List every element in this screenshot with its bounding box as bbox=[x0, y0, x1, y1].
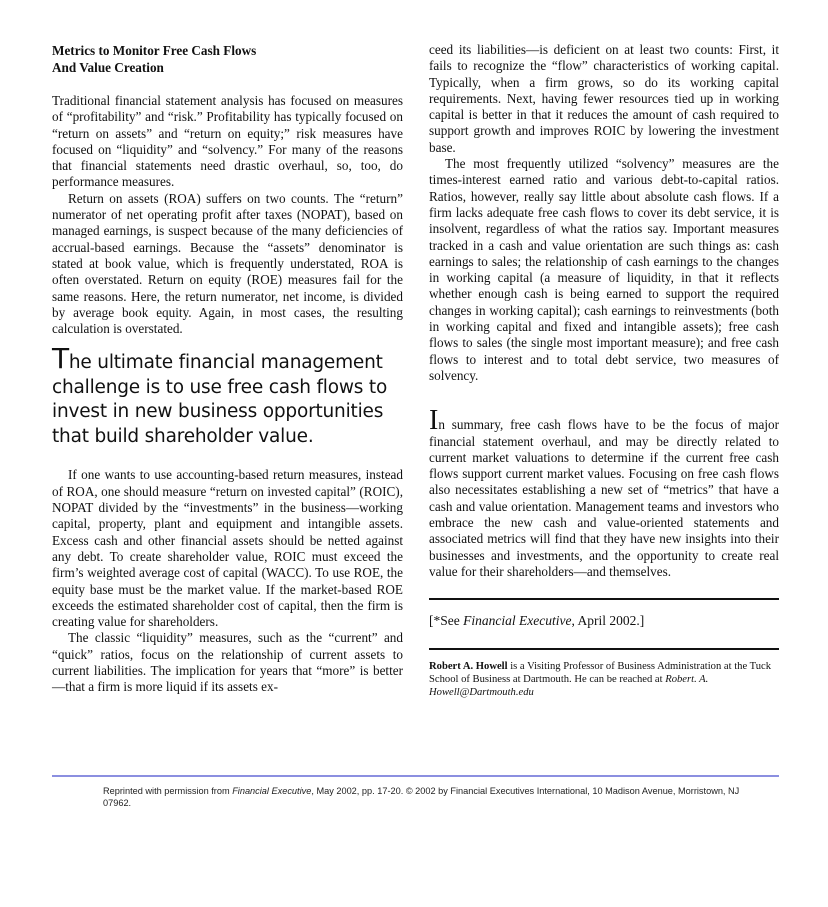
paragraph-liquidity: The classic “liquidity” measures, such as the “current” and “quick” ratios, focus on the relationship of current assets to current liabilities. The implication for years that “more” is better—that a firm is more liquid if its assets ex- bbox=[52, 630, 403, 695]
paragraph-traditional-analysis: Traditional financial statement analysis has focused on measures of “profitability” and “risk.” Profitability has typically focused on “return on assets” and “return on equity;” risk measures have focused on “liquidity” and “solvency.” For many of the reasons that financial statements need drastic overhaul, so, too, do performance measures. bbox=[52, 93, 403, 190]
pull-quote-text: he ultimate financial management challenge is to use free cash flows to invest in new business opportunities that build shareholder value. bbox=[52, 352, 388, 447]
divider-bottom bbox=[429, 648, 779, 650]
reprint-suffix: , May 2002, pp. 17-20. © 2002 by Financial Executives International, 10 Madison Avenue, Morristown, NJ 07962. bbox=[103, 786, 740, 808]
pull-quote-initial: T bbox=[52, 342, 69, 376]
author-bio-text: is a Visiting Professor of Business Administration at the Tuck School of Business at Dartmouth. He can be reached at bbox=[429, 660, 771, 685]
paragraph-summary bbox=[429, 405, 779, 580]
author-email: Robert. A. Howell@Dartmouth.edu bbox=[429, 673, 709, 698]
divider-top bbox=[429, 598, 779, 600]
reprint-publication: Financial Executive bbox=[232, 786, 312, 796]
see-suffix: , April 2002.] bbox=[571, 613, 645, 629]
footer-rule bbox=[52, 775, 779, 777]
paragraph-roa: Return on assets (ROA) suffers on two counts. The “return” numerator of net operating profit after taxes (NOPAT), based on managed earnings, is suspect because of the many deficiencies of accrual-based earnings. Because the “assets” denominator is stated at book value, which is frequently understated, ROA is often overstated. Return on equity (ROE) measures fail for the same reasons. Here, the return numerator, net income, is divided by average book equity. Again, in most cases, the resulting calculation is overstated. bbox=[52, 190, 403, 337]
heading-line-1: Metrics to Monitor Free Cash Flows bbox=[52, 43, 257, 58]
right-column bbox=[429, 42, 779, 699]
paragraph-roic: If one wants to use accounting-based return measures, instead of ROA, one should measure “return on invested capital” (ROIC), NOPAT divided by the “investments” in the business—working capital, property, plant and equipment and intangible assets. Excess cash and other financial assets should be netted against any debt. To create shareholder value, ROIC must exceed the firm’s weighted average cost of capital (WACC). To use ROE, the equity base must be the market value. If the market-based ROE exceeds the estimated shareholder cost of capital, then the firm is creating value for shareholders. bbox=[52, 467, 403, 630]
left-column bbox=[52, 42, 403, 696]
reprint-prefix: Reprinted with permission from bbox=[103, 786, 233, 796]
heading-line-2: And Value Creation bbox=[52, 60, 164, 75]
see-note bbox=[429, 613, 779, 629]
see-prefix: [*See bbox=[429, 613, 464, 629]
summary-text: n summary, free cash flows have to be the focus of major financial statement overhaul, and may be directly related to current market valuations to determine if the current free cash flows support current market values. Focusing on free cash flows also necessitates establishing a new set of “metrics” that have a cash and value orientation. Management teams and investors who embrace the new cash and value-oriented statements and associated metrics will find that they have new insights into their businesses and investments, and the opportunity to create real value for their shareholders—and themselves. bbox=[429, 417, 779, 579]
paragraph-working-capital: ceed its liabilities—is deficient on at least two counts: First, it fails to recognize the “flow” characteristics of working capital. Typically, when a firm grows, so do its working capital requirements. Next, having fewer resources tied up in working capital is better in that it reduces the amount of cash required to support growth and improves ROIC by lowering the investment base. bbox=[429, 42, 779, 155]
section-heading bbox=[52, 42, 403, 76]
reprint-notice bbox=[103, 785, 753, 809]
author-name: Robert A. Howell bbox=[429, 660, 508, 672]
author-bio bbox=[429, 660, 779, 700]
see-publication: Financial Executive bbox=[463, 613, 572, 629]
pull-quote bbox=[52, 342, 403, 449]
summary-initial: I bbox=[429, 405, 439, 437]
paragraph-solvency: The most frequently utilized “solvency” measures are the times-interest earned ratio and various debt-to-capital ratios. Ratios, however, really say little about absolute cash flows. If a firm lacks adequate free cash flows to cover its debt service, it is insolvent, regardless of what the ratios say. Important measures tracked in a cash and value orientation are such things as: cash earnings to sales; the relationship of cash earnings to the changes in working capital (a measure of liquidity, in that it reflects whether enough cash is being earned to support the required changes in working capital); cash earnings to reinvestments (both in working capital and fixed and intangible assets); free cash flows to sales (the single most important measure); and free cash flows to interest and to total debt service, two measures of solvency. bbox=[429, 156, 779, 383]
